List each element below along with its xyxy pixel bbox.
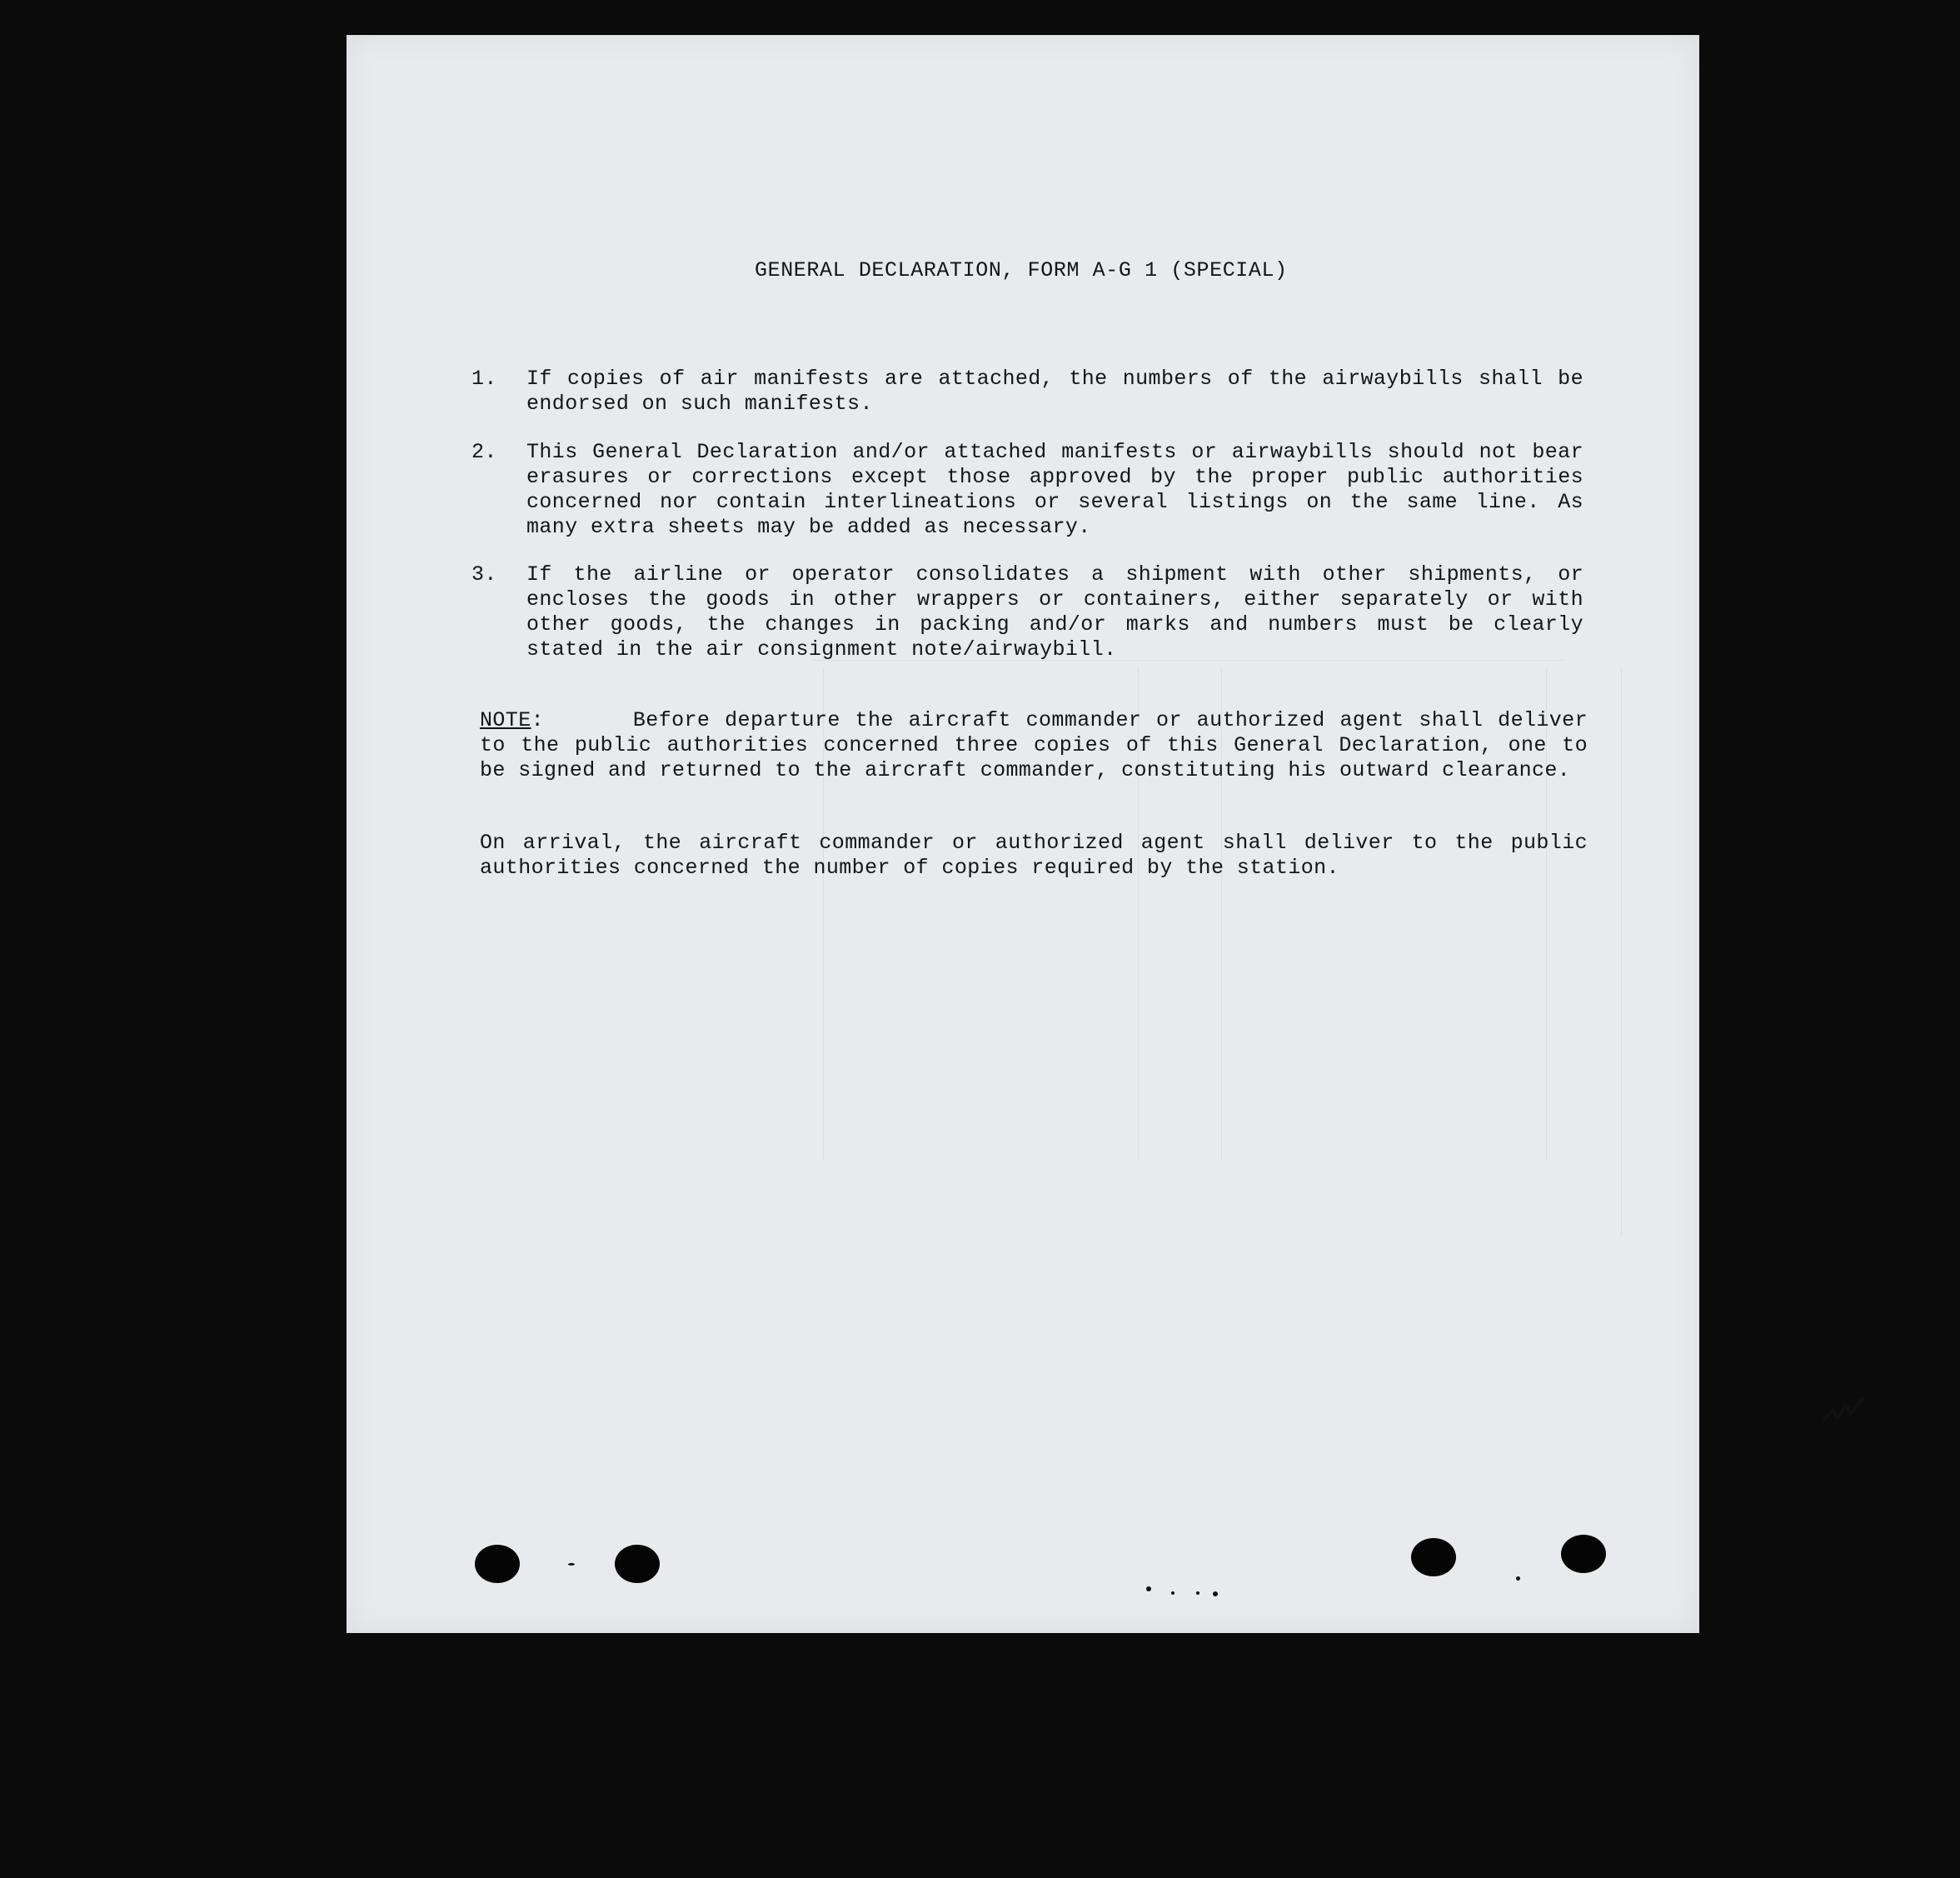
arrival-text: On arrival, the aircraft commander or authorized agent shall deliver to the public authorities concerned the number of copies required by the station. [480,831,1588,880]
item-number: 2. [471,440,497,464]
note-paragraph: NOTE: Before departure the aircraft commander or authorized agent shall deliver to the public authorities concerned three copies of this General Declaration, one to be signed and returned to the aircraft commander, constituting his outward clearance. [480,708,1588,782]
list-item [471,562,1583,662]
punch-hole [1561,1535,1606,1573]
punch-hole [475,1545,520,1583]
note-label: NOTE [480,708,531,732]
speck [1146,1586,1151,1591]
item-text: If the airline or operator consolidates a shipment with other shipments, or encloses the goods in other wrappers or containers, either separately or with other goods, the changes in packing and/or marks and numbers must be clearly stated in the air consignment note/airwaybill. [526,562,1583,662]
item-text: This General Declaration and/or attached manifests or airwaybills should not bear erasures or corrections except those approved by the proper public authorities concerned nor contain interlineations or several listings on the same line. As many extra sheets may be added as necessary. [526,440,1583,539]
speck [1171,1591,1175,1595]
punch-hole [1411,1538,1456,1576]
note-text: Before departure the aircraft commander or authorized agent shall deliver to the public authorities concerned three copies of this General Declaration, one to be signed and returned to the aircraft commander, constituting his outward clearance. [480,708,1588,782]
document-title: GENERAL DECLARATION, FORM A-G 1 (SPECIAL) [755,258,1288,282]
speck [1516,1576,1520,1581]
speck [1196,1591,1199,1595]
arrival-paragraph [480,831,1588,881]
handwritten-mark [1821,1395,1871,1428]
document-page [347,35,1699,1633]
speck [568,1563,575,1566]
punch-hole [615,1545,660,1583]
item-number: 3. [471,562,497,587]
list-item [471,367,1583,417]
list-item [471,440,1583,540]
speck [1213,1591,1218,1596]
item-text: If copies of air manifests are attached, the numbers of the airwaybills shall be endorsed on such manifests. [526,367,1583,416]
item-number: 1. [471,367,497,391]
bleed-through-line [1621,668,1622,1235]
